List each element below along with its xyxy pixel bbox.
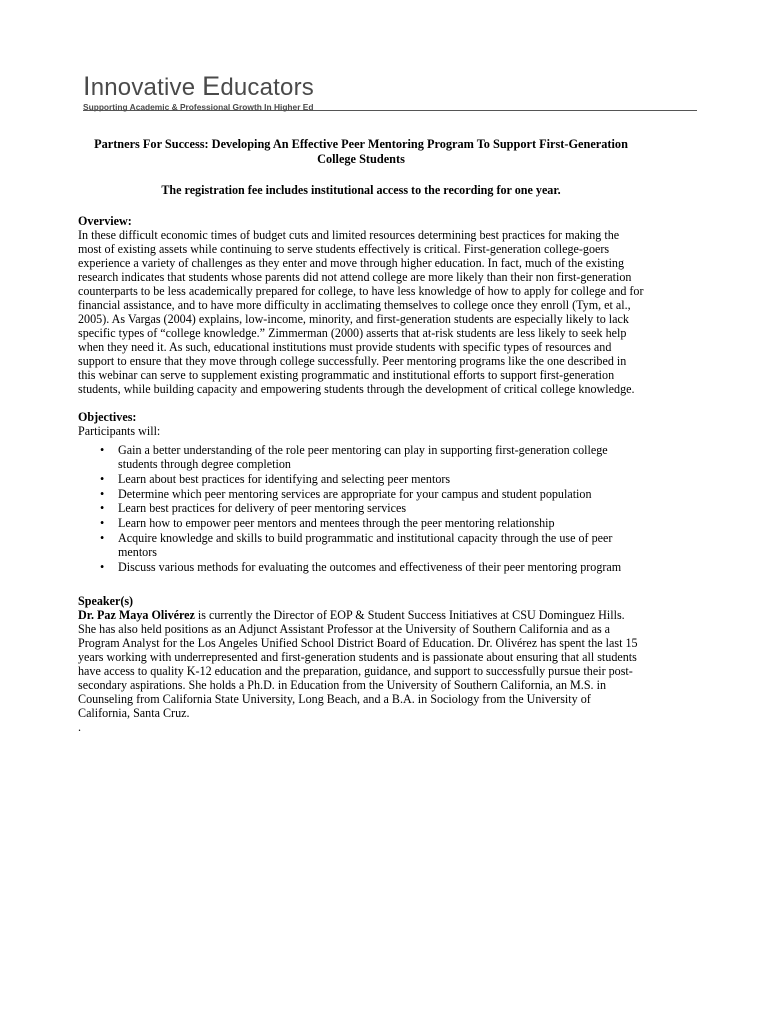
registration-fee-note: The registration fee includes institutional access to the recording for one year.	[161, 183, 561, 197]
objective-text: Learn about best practices for identifying and selecting peer mentors	[118, 471, 451, 486]
speaker-section	[78, 594, 644, 734]
speaker-heading: Speaker(s)	[78, 593, 134, 608]
objectives-intro: Participants will:	[78, 424, 161, 438]
logo-initial-e: E	[202, 71, 221, 101]
bullet-icon: •	[100, 559, 105, 574]
speaker-name: Dr. Paz Maya Olivérez	[78, 607, 195, 622]
overview-heading: Overview:	[78, 214, 132, 228]
objective-text: Discuss various methods for evaluating the outcomes and effectiveness of their peer mentoring program	[118, 559, 622, 574]
overview-text: In these difficult economic times of budget cuts and limited resources determining best practices for making the most of existing assets while continuing to serve students effectively is critical. First-generation college-goers experience a variety of challenges as they enter and move through higher education. In fact, much of the existing research indicates that students whose parents did not attend college are more likely than their non first-generation counterparts to be less academically prepared for college, to have less knowledge of how to apply for college and for financial assistance, and to have more difficulty in acclimating themselves to college once they enroll (Tym, et al., 2005). As Vargas (2004) explains, low-income, minority, and first-generation students are especially likely to lack specific types of “college knowledge.” Zimmerman (2000) asserts that at-risk students are less likely to seek help when they need it. As such, educational institutions must provide students with specific types of resources and support to ensure that they move through college successfully. Peer mentoring programs like the one described in this webinar can serve to supplement existing programmatic and institutional efforts to support first-generation students, while building capacity and empowering students through the development of critical college knowledge.	[78, 228, 644, 396]
bullet-icon: •	[100, 501, 105, 516]
bullet-icon: •	[100, 530, 105, 545]
logo-word-innovative: nnovative	[90, 74, 203, 101]
objectives-section	[78, 410, 644, 574]
list-item	[100, 559, 644, 574]
list-item	[100, 516, 644, 531]
list-item	[100, 530, 644, 559]
speaker-bio: is currently the Director of EOP & Student Success Initiatives at CSU Dominguez Hills. She has also held positions as an Adjunct Assistant Professor at the University of Southern California and as a Program Analyst for the Los Angeles Unified School District Board of Education. Dr. Olivérez has spent the last 15 years working with underrepresented and first-generation students and is passionate about ensuring that all students have access to quality K-12 education and the preparation, guidance, and support to successfully pursue their post-secondary aspirations. She holds a Ph.D. in Education from the University of Southern California, an M.S. in Counseling from California State University, Long Beach, and a B.A. in Sociology from the University of California, Santa Cruz.	[78, 607, 638, 720]
objectives-heading: Objectives:	[78, 410, 137, 424]
overview-section	[78, 214, 644, 396]
list-item	[100, 486, 644, 501]
innovative-educators-logo	[83, 73, 703, 112]
logo-wordmark	[83, 73, 703, 101]
logo-initial-i: I	[83, 71, 91, 101]
trailing-period: .	[78, 719, 82, 734]
logo-word-educators: ducators	[220, 74, 314, 101]
bullet-icon: •	[100, 486, 105, 501]
objective-text: Gain a better understanding of the role peer mentoring can play in supporting first-generation college students through degree completion	[118, 443, 608, 471]
speaker-bio-paragraph	[78, 608, 644, 720]
document-body	[78, 137, 644, 734]
objective-text: Learn how to empower peer mentors and mentees through the peer mentoring relationship	[118, 516, 555, 531]
document-title: Partners For Success: Developing An Effective Peer Mentoring Program To Support First-Generation College Students	[94, 137, 628, 166]
bullet-icon: •	[100, 471, 105, 486]
bullet-icon: •	[100, 516, 105, 531]
list-item	[100, 443, 644, 471]
list-item	[100, 501, 644, 516]
list-item	[100, 471, 644, 486]
logo-tagline: Supporting Academic & Professional Growth In Higher Ed	[83, 102, 314, 112]
objectives-list	[78, 443, 644, 574]
objective-text: Determine which peer mentoring services are appropriate for your campus and student population	[118, 486, 592, 501]
bullet-icon: •	[100, 443, 105, 457]
header-divider	[83, 110, 697, 111]
objective-text: Acquire knowledge and skills to build programmatic and institutional capacity through the use of peer mentors	[118, 530, 613, 559]
objective-text: Learn best practices for delivery of peer mentoring services	[118, 501, 407, 516]
